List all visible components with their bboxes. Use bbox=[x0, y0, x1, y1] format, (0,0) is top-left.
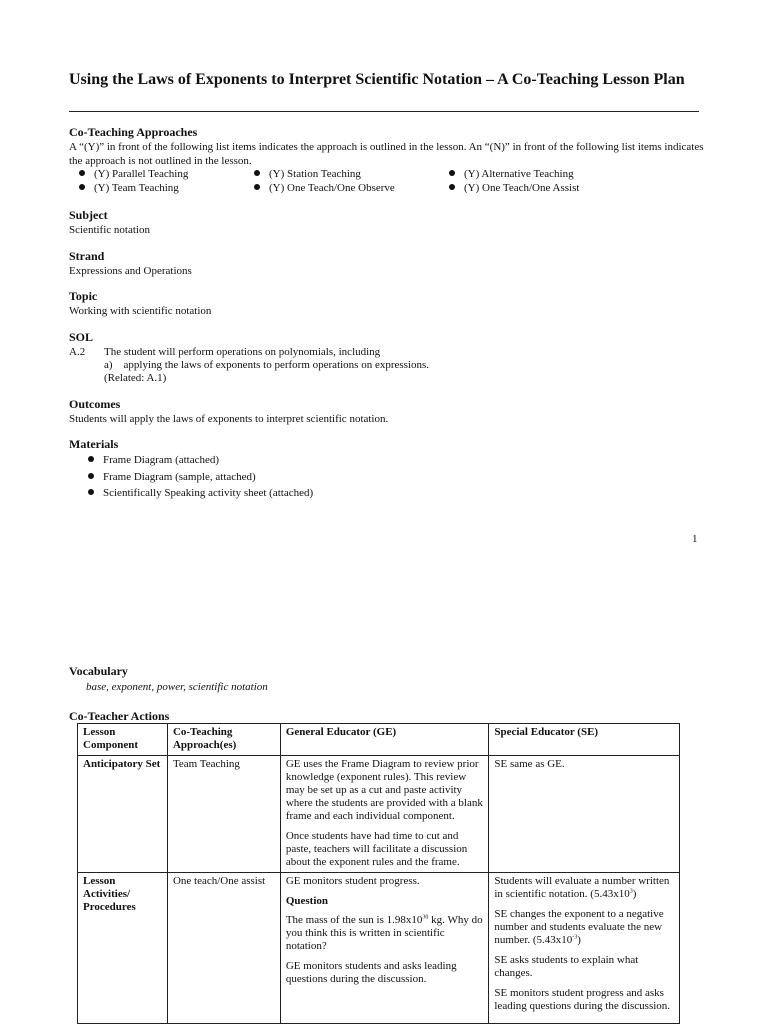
actions-heading: Co-Teacher Actions bbox=[69, 709, 170, 723]
bullet-icon bbox=[449, 184, 455, 190]
lesson-component-cell: Lesson Activities/ Procedures bbox=[78, 873, 168, 1024]
ge-cell bbox=[280, 756, 489, 873]
se-paragraph: SE same as GE. bbox=[494, 758, 565, 770]
sol-related: (Related: A.1) bbox=[104, 372, 167, 384]
bullet-icon bbox=[88, 489, 94, 495]
materials-item: Frame Diagram (sample, attached) bbox=[88, 470, 256, 484]
table-row bbox=[78, 756, 680, 873]
approaches-intro: A “(Y)” in front of the following list items indicates the approach is outlined in the lesson. An “(N)” in front of the following list items indicates the approach is not outlined in the lesson. bbox=[69, 141, 704, 167]
se-cell bbox=[489, 873, 680, 1024]
approach-item: (Y) One Teach/One Assist bbox=[449, 181, 579, 195]
vocabulary-heading: Vocabulary bbox=[69, 664, 128, 678]
se-paragraph: SE asks students to explain what changes. bbox=[494, 954, 639, 979]
table-row bbox=[78, 873, 680, 1024]
bullet-icon bbox=[79, 184, 85, 190]
approach-item: (Y) Station Teaching bbox=[254, 167, 361, 181]
column-header: Lesson Component bbox=[78, 724, 168, 756]
ge-paragraph: Once students have had time to cut and paste, teachers will facilitate a discussion about the exponent rules and the frame. bbox=[285, 830, 468, 868]
materials-item: Scientifically Speaking activity sheet (attached) bbox=[88, 486, 313, 500]
approaches-heading: Co-Teaching Approaches bbox=[69, 125, 198, 139]
ge-paragraph: GE monitors students and asks leading questions during the discussion. bbox=[285, 960, 457, 985]
outcomes-heading: Outcomes bbox=[69, 397, 121, 411]
title-divider bbox=[69, 111, 699, 112]
topic-heading: Topic bbox=[69, 289, 98, 303]
strand-text: Expressions and Operations bbox=[69, 265, 192, 277]
strand-heading: Strand bbox=[69, 249, 105, 263]
ge-question-label: Question bbox=[285, 895, 328, 907]
column-header: Co-Teaching Approach(es) bbox=[167, 724, 280, 756]
subject-text: Scientific notation bbox=[69, 224, 150, 236]
se-paragraph: SE changes the exponent to a negative number and students evaluate the new number. $(5.43x10^{-3})$ bbox=[494, 908, 664, 946]
approach-cell: Team Teaching bbox=[167, 756, 280, 873]
sol-code: A.2 bbox=[69, 346, 86, 358]
ge-question-text: The mass of the sun is $1.98x10^{30}$ kg. Why do you think this is written in scientific notation? bbox=[285, 914, 483, 952]
subject-heading: Subject bbox=[69, 208, 108, 222]
bullet-icon bbox=[88, 473, 94, 479]
topic-text: Working with scientific notation bbox=[69, 305, 212, 317]
sol-subitem: a) applying the laws of exponents to perform operations on expressions. bbox=[104, 359, 430, 371]
se-paragraph: SE monitors student progress and asks leading questions during the discussion. bbox=[494, 987, 671, 1012]
page-number: 1 bbox=[692, 533, 698, 545]
co-teacher-actions-table bbox=[77, 723, 680, 1024]
outcomes-text: Students will apply the laws of exponents to interpret scientific notation. bbox=[69, 413, 389, 425]
vocabulary-text: base, exponent, power, scientific notation bbox=[86, 681, 268, 693]
approach-item: (Y) Alternative Teaching bbox=[449, 167, 574, 181]
ge-paragraph: GE monitors student progress. bbox=[285, 875, 420, 887]
approach-cell: One teach/One assist bbox=[167, 873, 280, 1024]
approach-item: (Y) One Teach/One Observe bbox=[254, 181, 395, 195]
materials-item: Frame Diagram (attached) bbox=[88, 453, 219, 467]
column-header: Special Educator (SE) bbox=[489, 724, 680, 756]
materials-heading: Materials bbox=[69, 437, 119, 451]
se-cell bbox=[489, 756, 680, 873]
bullet-icon bbox=[254, 170, 260, 176]
bullet-icon bbox=[88, 456, 94, 462]
ge-cell bbox=[280, 873, 489, 1024]
lesson-component-cell: Anticipatory Set bbox=[78, 756, 168, 873]
ge-paragraph: GE uses the Frame Diagram to review prior knowledge (exponent rules). This review may be set up as a cut and paste activity where the students are provided with a blank frame and each individual component. bbox=[285, 758, 483, 822]
bullet-icon bbox=[254, 184, 260, 190]
sol-heading: SOL bbox=[69, 330, 94, 344]
approach-item: (Y) Parallel Teaching bbox=[79, 167, 188, 181]
se-paragraph: Students will evaluate a number written in scientific notation. $(5.43x10^3)$ bbox=[494, 875, 670, 900]
sol-text: The student will perform operations on polynomials, including bbox=[104, 346, 381, 358]
document-title: Using the Laws of Exponents to Interpret Scientific Notation – A Co-Teaching Lesson Plan bbox=[69, 71, 685, 88]
bullet-icon bbox=[79, 170, 85, 176]
table-header-row bbox=[78, 724, 680, 756]
approach-item: (Y) Team Teaching bbox=[79, 181, 179, 195]
bullet-icon bbox=[449, 170, 455, 176]
column-header: General Educator (GE) bbox=[280, 724, 489, 756]
